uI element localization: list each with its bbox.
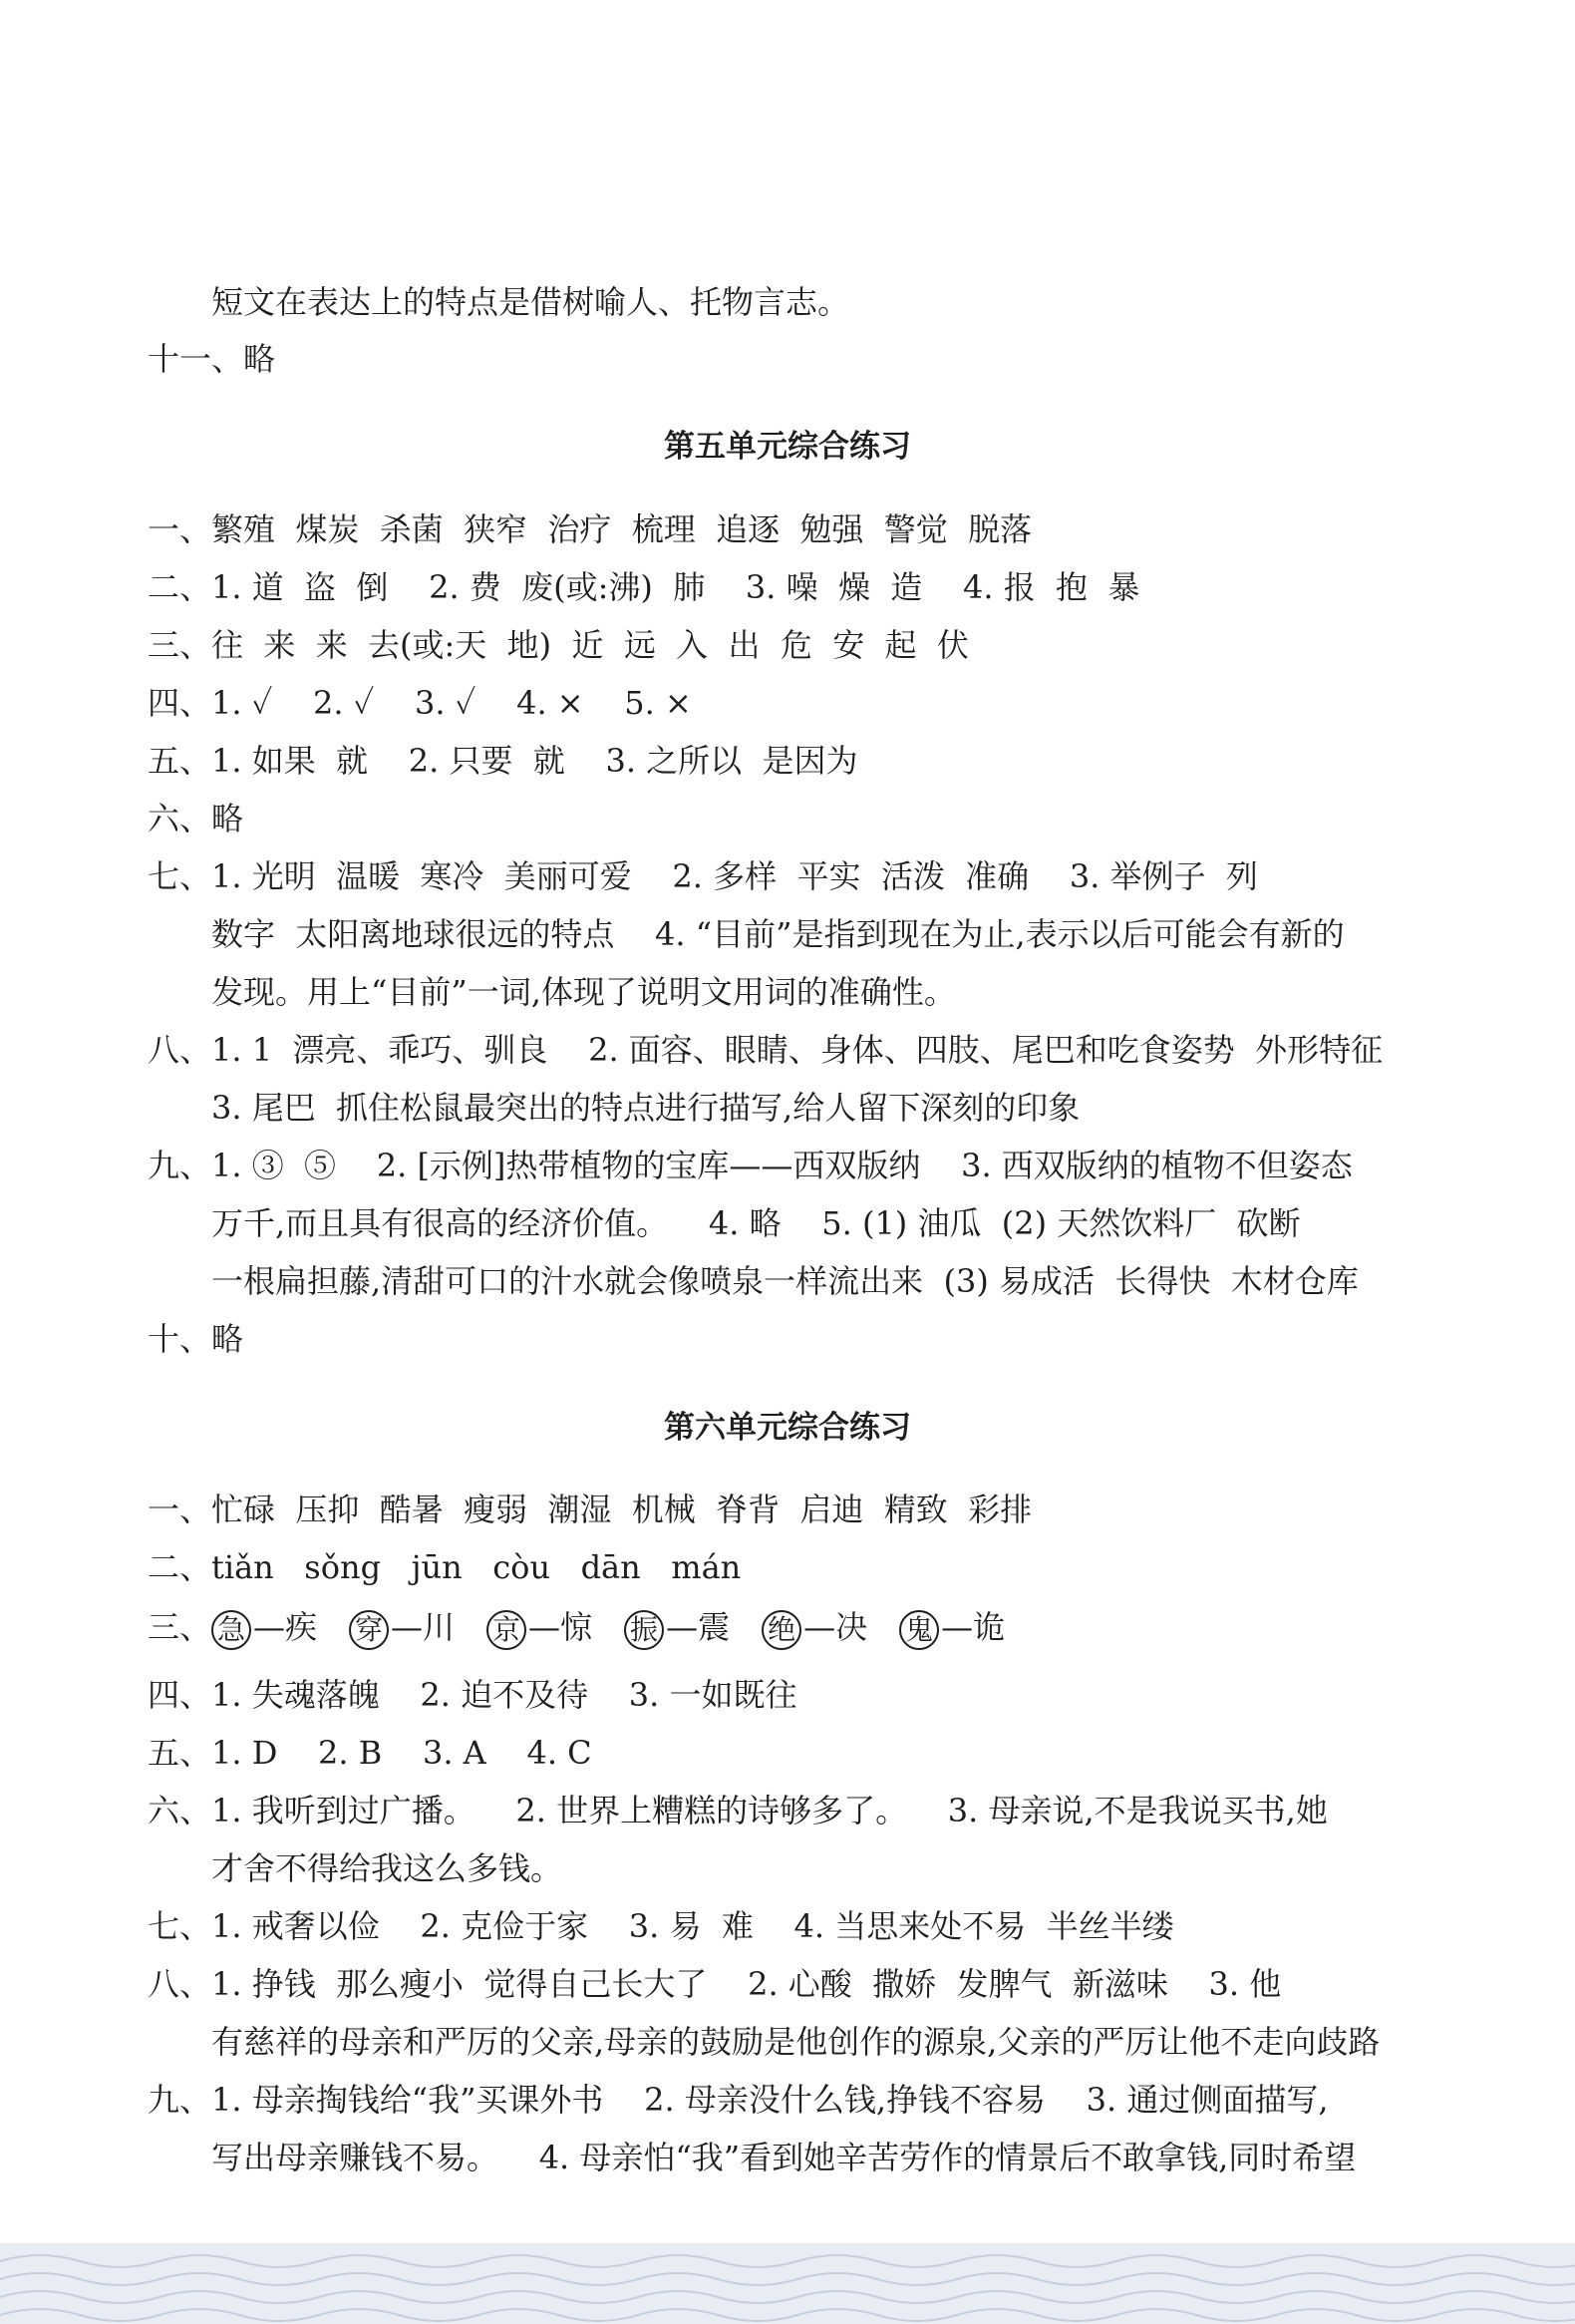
char-pair: —疾 (253, 1608, 318, 1646)
decorative-wave-border (0, 2243, 1575, 2324)
text-line: 三、往 来 来 去(或:天 地) 近 远 入 出 危 安 起 伏 (148, 626, 969, 664)
char-pair: —川 (391, 1608, 456, 1646)
text-line: 九、1. 母亲掏钱给“我”买课外书 2. 母亲没什么钱,挣钱不容易 3. 通过侧面描写, (148, 2081, 1329, 2119)
text-line: 数字 太阳离地球很远的特点 4. “目前”是指到现在为止,表示以后可能会有新的 (211, 915, 1345, 953)
circled-char: 绝 (762, 1610, 801, 1650)
text-line: 一根扁担藤,清甜可口的汁水就会像喷泉一样流出来 (3) 易成活 长得快 木材仓库 (211, 1262, 1359, 1300)
circled-char: 急 (211, 1610, 251, 1650)
text-line: 八、1. 挣钱 那么瘦小 觉得自己长大了 2. 心酸 撒娇 发脾气 新滋味 3. 他 (148, 1965, 1282, 2003)
text-line: 有慈祥的母亲和严厉的父亲,母亲的鼓励是他创作的源泉,父亲的严厉让他不走向歧路 (211, 2023, 1381, 2061)
text-line: 七、1. 光明 温暖 寒冷 美丽可爱 2. 多样 平实 活泼 准确 3. 举例子 列 (148, 857, 1258, 895)
text-line: 发现。用上“目前”一词,体现了说明文用词的准确性。 (211, 973, 956, 1011)
text-line: 九、1. ③ ⑤ 2. [示例]热带植物的宝库——西双版纳 3. 西双版纳的植物不但姿态 (148, 1147, 1353, 1184)
question-label: 三、 (148, 1608, 212, 1646)
circled-char: 穿 (349, 1610, 389, 1650)
char-pair: —决 (803, 1608, 868, 1646)
unit5-heading: 第五单元综合练习 (664, 429, 911, 465)
char-pair: —震 (666, 1608, 731, 1646)
text-line: 七、1. 戒奢以俭 2. 克俭于家 3. 易 难 4. 当思来处不易 半丝半缕 (148, 1907, 1174, 1945)
text-line: 二、tiǎn sǒng jūn còu dān mán (148, 1548, 742, 1586)
circled-char: 京 (486, 1610, 526, 1650)
text-line: 一、忙碌 压抑 酷暑 瘦弱 潮湿 机械 脊背 启迪 精致 彩排 (148, 1491, 1033, 1528)
unit6-heading: 第六单元综合练习 (664, 1410, 911, 1446)
text-line: 万千,而且具有很高的经济价值。 4. 略 5. (1) 油瓜 (2) 天然饮料厂 砍断 (211, 1204, 1301, 1242)
circled-char-line (148, 1607, 1453, 1650)
text-line: 四、1. 失魂落魄 2. 迫不及待 3. 一如既往 (148, 1676, 797, 1714)
text-line: 才舍不得给我这么多钱。 (211, 1849, 563, 1887)
text-line: 写出母亲赚钱不易。 4. 母亲怕“我”看到她辛苦劳作的情景后不敢拿钱,同时希望 (211, 2139, 1357, 2176)
text-line: 十、略 (148, 1320, 244, 1358)
text-line: 3. 尾巴 抓住松鼠最突出的特点进行描写,给人留下深刻的印象 (211, 1089, 1081, 1127)
text-line: 四、1. ✓ 2. ✓ 3. ✓ 4. × 5. × (148, 684, 692, 722)
text-line: 六、略 (148, 800, 244, 837)
circled-char: 鬼 (899, 1610, 939, 1650)
text-line: 短文在表达上的特点是借树喻人、托物言志。 (211, 283, 850, 321)
text-line: 一、繁殖 煤炭 杀菌 狭窄 治疗 梳理 追逐 勉强 警觉 脱落 (148, 510, 1033, 548)
text-line: 五、1. D 2. B 3. A 4. C (148, 1734, 592, 1772)
text-line: 八、1. 1 漂亮、乖巧、驯良 2. 面容、眼睛、身体、四肢、尾巴和吃食姿势 外形特征 (148, 1031, 1384, 1069)
char-pair: —惊 (528, 1608, 593, 1646)
text-line: 六、1. 我听到过广播。 2. 世界上糟糕的诗够多了。 3. 母亲说,不是我说买书,她 (148, 1792, 1328, 1829)
circled-char: 振 (624, 1610, 664, 1650)
text-line: 五、1. 如果 就 2. 只要 就 3. 之所以 是因为 (148, 742, 858, 780)
text-line: 十一、略 (148, 340, 276, 378)
text-line: 二、1. 道 盗 倒 2. 费 废(或:沸) 肺 3. 噪 燥 造 4. 报 抱 暴 (148, 568, 1140, 606)
char-pair: —诡 (941, 1608, 1006, 1646)
